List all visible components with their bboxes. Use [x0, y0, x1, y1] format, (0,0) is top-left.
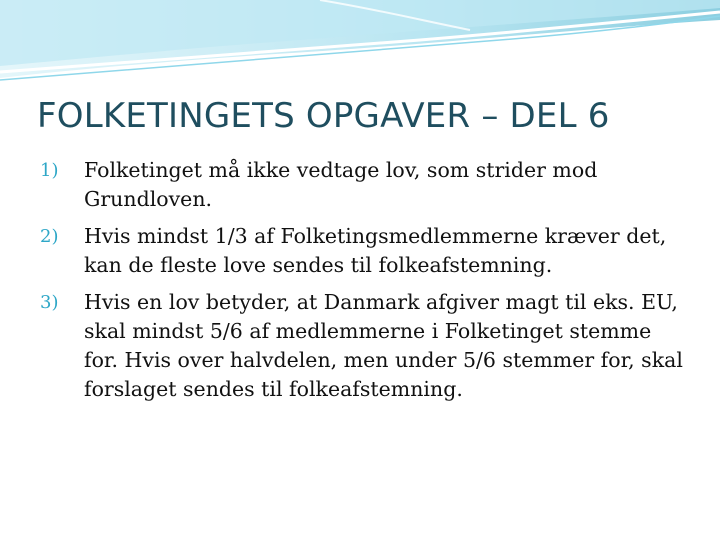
- list-item: [40, 288, 690, 404]
- list-number: 2): [40, 226, 59, 247]
- decorative-wave-header: [0, 0, 720, 90]
- list-item-text: Hvis en lov betyder, at Danmark afgiver magt til eks. EU, skal mindst 5/6 af medlemmerne i Folketinget stemme for. Hvis over halvdelen, men under 5/6 stemmer for, skal forslaget sendes til folkeafstemning.: [84, 290, 683, 401]
- list-item-text: Folketinget må ikke vedtage lov, som strider mod Grundloven.: [84, 158, 598, 211]
- numbered-list: [40, 156, 690, 412]
- list-number: 3): [40, 292, 59, 313]
- list-number: 1): [40, 160, 59, 181]
- slide-title: FOLKETINGETS OPGAVER – DEL 6: [37, 96, 610, 136]
- list-item: [40, 156, 690, 214]
- list-item-text: Hvis mindst 1/3 af Folketingsmedlemmerne kræver det, kan de fleste love sendes til folkeafstemning.: [84, 224, 667, 277]
- list-item: [40, 222, 690, 280]
